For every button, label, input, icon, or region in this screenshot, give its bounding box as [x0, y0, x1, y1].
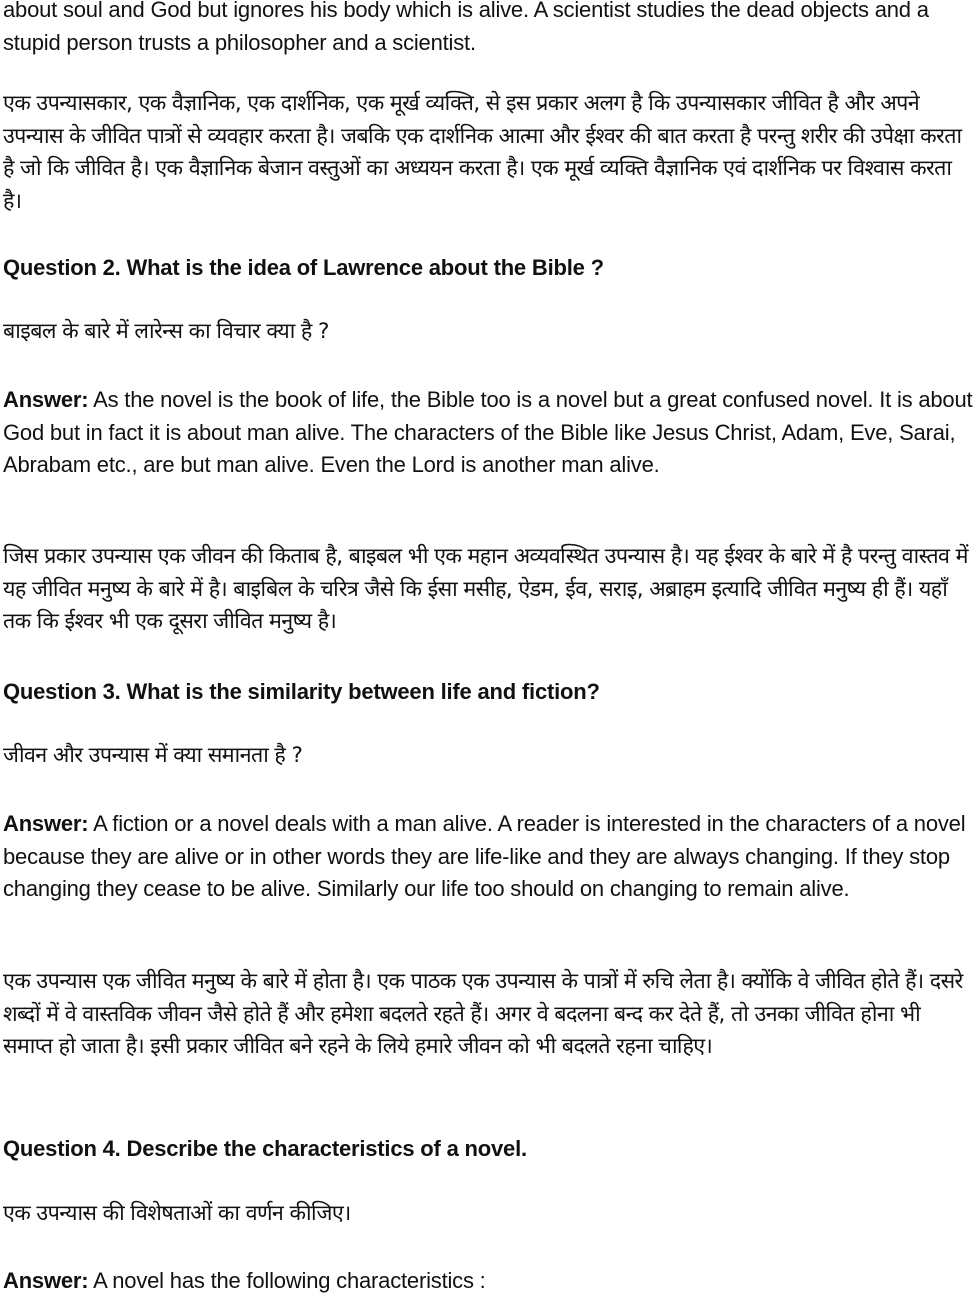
question-hindi: जीवन और उपन्यास में क्या समानता है ? [3, 743, 303, 768]
answer-hindi: एक उपन्यास एक जीवित मनुष्य के बारे में होता है। एक पाठक एक उपन्यास के पात्रों में रुचि लेता है। क्योंकि वे जीवित होते हैं। दसरे शब्दों में वे वास्तविक जीवन जैसे होते हैं और हमेशा बदलते रहते हैं। अगर वे बदलना बन्द कर देते हैं, तो उनका जीवित होना भी समाप्त हो जाता है। इसी प्रकार जीवित बने रहने के लिये हमारे जीवन को भी बदलते रहना चाहिए। [3, 969, 963, 1060]
answer-text: A novel has the following characteristics : [88, 1268, 486, 1293]
answer-text: A fiction or a novel deals with a man alive. A reader is interested in the characters of a novel because they are alive or in other words they are life-like and they are always changing. If they stop changing they cease to be alive. Similarly our life too should on changing to remain alive. [3, 811, 966, 902]
answer-label: Answer: [3, 811, 89, 836]
answer-paragraph [3, 384, 973, 482]
question-heading: Question 3. What is the similarity between life and fiction? [3, 679, 600, 704]
answer-text: As the novel is the book of life, the Bible too is a novel but a great confused novel. It is about God but in fact it is about man alive. The characters of the Bible like Jesus Christ, Adam, Eve, Sarai, Abrabam etc., are but man alive. Even the Lord is another man alive. [3, 387, 973, 478]
answer-paragraph [3, 808, 973, 906]
answer-label: Answer: [3, 1268, 89, 1293]
answer-label: Answer: [3, 387, 89, 412]
paragraph-english: about soul and God but ignores his body which is alive. A scientist studies the dead objects and a stupid person trusts a philosopher and a scientist. [3, 0, 929, 55]
answer-hindi: जिस प्रकार उपन्यास एक जीवन की किताब है, बाइबल भी एक महान अव्यवस्थित उपन्यास है। यह ईश्वर के बारे में है परन्तु वास्तव में यह जीवित मनुष्य के बारे में है। बाइबिल के चरित्र जैसे कि ईसा मसीह, ऐडम, ईव, सराइ, अब्राहम इत्यादि जीवित मनुष्य ही हैं। यहाँ तक कि ईश्वर भी एक दूसरा जीवित मनुष्य है। [3, 544, 968, 635]
question-hindi: एक उपन्यास की विशेषताओं का वर्णन कीजिए। [3, 1201, 351, 1226]
question-hindi: बाइबल के बारे में लारेन्स का विचार क्या है ? [3, 319, 329, 344]
answer-paragraph [3, 1265, 486, 1298]
paragraph-hindi: एक उपन्यासकार, एक वैज्ञानिक, एक दार्शनिक, एक मूर्ख व्यक्ति, से इस प्रकार अलग है कि उपन्यासकार जीवित है और अपने उपन्यास के जीवित पात्रों से व्यवहार करता है। जबकि एक दार्शनिक आत्मा और ईश्वर की बात करता है परन्तु शरीर की उपेक्षा करता है जो कि जीवित है। एक वैज्ञानिक बेजान वस्तुओं का अध्ययन करता है। एक मूर्ख व्यक्ति वैज्ञानिक एवं दार्शनिक पर विश्वास करता है। [3, 91, 962, 215]
question-heading: Question 4. Describe the characteristics of a novel. [3, 1136, 527, 1161]
question-heading: Question 2. What is the idea of Lawrence about the Bible ? [3, 255, 604, 280]
